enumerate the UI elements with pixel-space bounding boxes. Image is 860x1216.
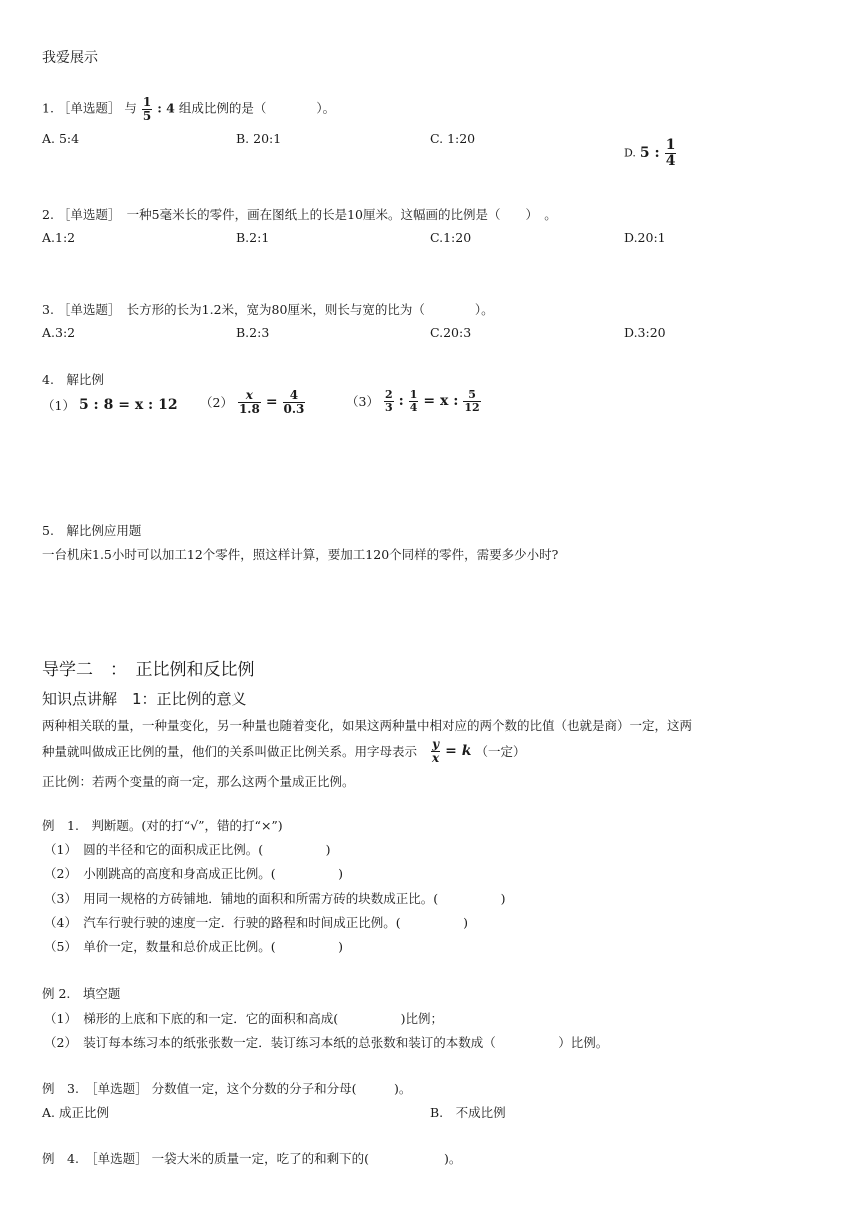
question-1-stem xyxy=(42,96,335,122)
q1-optd-fraction xyxy=(665,138,677,168)
guide-formula-note: （一定） xyxy=(475,744,526,760)
q4-part-1 xyxy=(42,396,178,414)
q1-frac-den: 5 xyxy=(142,108,152,123)
q1-ratio-tail: : 4 xyxy=(157,100,175,116)
q4-p3-fraction-b xyxy=(409,389,419,413)
question-2-stem: 2. ［单选题］ 一种5毫米长的零件，画在图纸上的长是10厘米。这幅画的比例是（ ） 。 xyxy=(42,207,557,222)
q4-p2-rnum: 4 xyxy=(289,388,299,402)
guide-formula-eq: = k xyxy=(445,743,472,760)
q4-p1-label: （1） xyxy=(42,398,75,413)
example-3-option-a[interactable]: A. 成正比例 xyxy=(42,1105,109,1120)
guide-para2-text: 种量就叫做成正比例的量，他们的关系叫做正比例关系。用字母表示 xyxy=(42,744,418,760)
question-4-title: 4. 解比例 xyxy=(42,372,104,387)
q4-p2-label: （2） xyxy=(200,395,233,411)
q1-fraction xyxy=(142,96,152,122)
q1-optd-label: D. xyxy=(624,146,636,160)
q1-suffix: 组成比例的是（ ）。 xyxy=(178,100,336,116)
q3-option-c[interactable]: C.20:3 xyxy=(430,325,472,340)
question-5-body: 一台机床1.5小时可以加工12个零件，照这样计算，要加工120个同样的零件，需要多少小时? xyxy=(42,547,559,562)
q4-p3-anum: 2 xyxy=(384,388,393,401)
q4-p3-cden: 12 xyxy=(464,400,480,414)
q4-part-2 xyxy=(200,389,306,415)
q1-optd-den: 4 xyxy=(665,152,676,169)
guide-paragraph-line-2 xyxy=(42,738,525,764)
q4-p3-label: （3） xyxy=(346,394,379,410)
example-2-item-2: （2） 装订每本练习本的纸张张数一定．装订练习本纸的总张数和装订的本数成（ ）比例。 xyxy=(44,1035,609,1050)
question-3-stem: 3. ［单选题］ 长方形的长为1.2米，宽为80厘米，则长与宽的比为（ ）。 xyxy=(42,302,494,317)
question-5-title: 5. 解比例应用题 xyxy=(42,523,142,538)
q4-p3-bden: 4 xyxy=(409,400,418,414)
q1-option-a[interactable]: A. 5:4 xyxy=(42,131,80,146)
q3-option-b[interactable]: B.2:3 xyxy=(236,325,270,340)
example-1-title: 例 1. 判断题。(对的打“√”，错的打“×”) xyxy=(42,818,283,833)
q1-prefix: 1. ［单选题］ 与 xyxy=(42,100,137,116)
q1-frac-num: 1 xyxy=(142,95,152,109)
q2-option-d[interactable]: D.20:1 xyxy=(624,230,666,245)
q4-p3-fraction-c xyxy=(463,389,480,413)
example-1-item-2: （2） 小刚跳高的高度和身高成正比例。( ) xyxy=(44,866,343,881)
q4-p3-colon: : xyxy=(398,393,404,410)
guide-formula-den: x xyxy=(432,750,440,765)
example-1-item-3: （3） 用同一规格的方砖铺地．铺地的面积和所需方砖的块数成正比。( ) xyxy=(44,891,506,906)
q1-optd-whole: 5 : xyxy=(639,145,660,162)
example-2-title: 例 2. 填空题 xyxy=(42,986,121,1001)
q4-p2-lden: 1.8 xyxy=(238,401,260,416)
q4-p2-rden: 0.3 xyxy=(283,401,305,416)
section-title: 我爱展示 xyxy=(42,50,98,66)
guide-formula-num: y xyxy=(432,737,440,751)
guide-heading: 导学二 ： 正比例和反比例 xyxy=(42,660,255,680)
q3-option-d[interactable]: D.3:20 xyxy=(624,325,666,340)
example-1-item-1: （1） 圆的半径和它的面积成正比例。( ) xyxy=(44,842,331,857)
example-3-option-b[interactable]: B. 不成比例 xyxy=(430,1105,506,1120)
q4-p1-expr: 5 : 8 = x : 12 xyxy=(78,397,178,413)
guide-formula-fraction xyxy=(431,738,440,764)
guide-paragraph-line-1: 两种相关联的量，一种量变化，另一种量也随着变化，如果这两种量中相对应的两个数的比值（也就是商）一定，这两 xyxy=(42,718,693,733)
example-1-item-5: （5） 单价一定，数量和总价成正比例。( ) xyxy=(44,939,343,954)
example-2-item-1: （1） 梯形的上底和下底的和一定．它的面积和高成( )比例； xyxy=(44,1011,443,1026)
q4-p2-lnum: x xyxy=(245,388,253,402)
guide-subheading: 知识点讲解 1：正比例的意义 xyxy=(42,690,247,708)
example-1-item-4: （4） 汽车行驶行驶的速度一定．行驶的路程和时间成正比例。( ) xyxy=(44,915,468,930)
q4-p3-fraction-a xyxy=(384,389,394,413)
q4-p3-mid: = x : xyxy=(423,393,459,410)
q2-option-c[interactable]: C.1:20 xyxy=(430,230,472,245)
example-4-stem: 例 4. ［单选题］ 一袋大米的质量一定，吃了的和剩下的( )。 xyxy=(42,1151,462,1166)
q4-p2-eq: = xyxy=(265,394,278,411)
q1-optd-num: 1 xyxy=(665,137,676,153)
q4-p3-bnum: 1 xyxy=(409,388,418,401)
q1-option-d[interactable] xyxy=(624,138,677,168)
q1-option-b[interactable]: B. 20:1 xyxy=(236,131,282,146)
q2-option-b[interactable]: B.2:1 xyxy=(236,230,270,245)
q3-option-a[interactable]: A.3:2 xyxy=(42,325,76,340)
q4-p2-right-fraction xyxy=(283,389,306,415)
q4-p2-left-fraction xyxy=(238,389,261,415)
example-3-stem: 例 3. ［单选题］ 分数值一定，这个分数的分子和分母( )。 xyxy=(42,1081,412,1096)
q4-p3-aden: 3 xyxy=(384,400,393,414)
q4-p3-cnum: 5 xyxy=(468,388,476,401)
q1-option-c[interactable]: C. 1:20 xyxy=(430,131,476,146)
q4-part-3 xyxy=(346,389,482,413)
q2-option-a[interactable]: A.1:2 xyxy=(42,230,76,245)
guide-paragraph-line-3: 正比例：若两个变量的商一定，那么这两个量成正比例。 xyxy=(42,774,355,789)
